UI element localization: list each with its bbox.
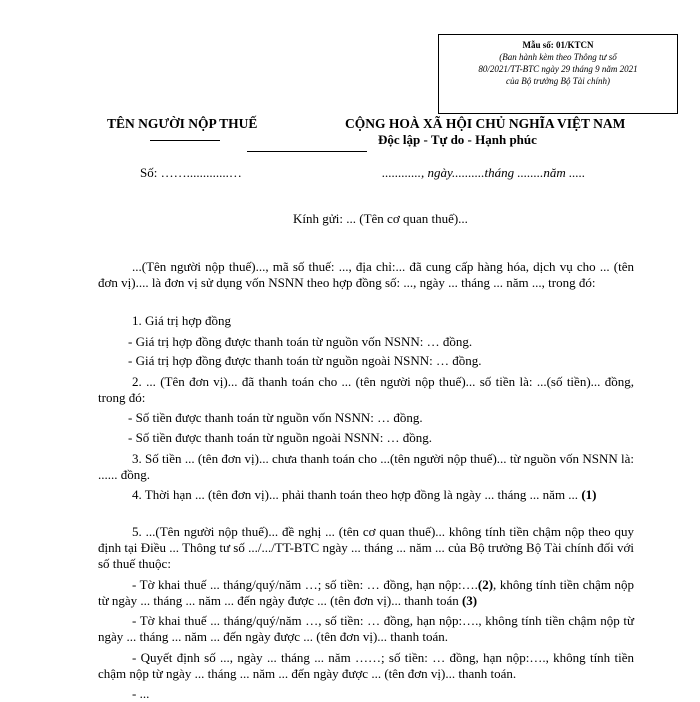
taxpayer-name-heading: TÊN NGƯỜI NỘP THUẾ	[107, 116, 258, 131]
paragraph-tax-declaration-2: - Tờ khai thuế ... tháng/quý/năm …, số tiền: … đồng, hạn nộp:…., không tính tiền chậm nộp từ ngày ... tháng ... năm ... đến ngày được ... (tên đơn vị)... thanh toán.	[98, 613, 634, 644]
form-code: Mẫu số: 01/KTCN	[522, 40, 594, 50]
form-note-1: (Ban hành kèm theo Thông tư số	[499, 52, 617, 62]
tax-declaration-1-a: - Tờ khai thuế ... tháng/quý/năm …; số tiền: … đồng, hạn nộp:….	[132, 577, 478, 592]
paragraph-intro: ...(Tên người nộp thuế)..., mã số thuế: ..., địa chỉ:... đã cung cấp hàng hóa, dịch vụ cho ... (tên đơn vị).... là đơn vị sử dụng vốn NSNN theo hợp đồng số: ..., ngày ... tháng ... năm ..., trong đó:	[98, 259, 634, 290]
form-code-box	[438, 34, 678, 114]
deadline-text: 4. Thời hạn ... (tên đơn vị)... phải thanh toán theo hợp đồng là ngày ... tháng ... năm ...	[132, 487, 579, 502]
document-date: ............, ngày..........tháng ........năm .....	[382, 165, 586, 180]
paragraph-paid: 2. ... (Tên đơn vị)... đã thanh toán cho ... (tên người nộp thuế)... số tiền là: ...(số tiền)... đồng, trong đó:	[98, 374, 634, 405]
country-heading: CỘNG HOÀ XÃ HỘI CHỦ NGHĨA VIỆT NAM	[345, 116, 626, 131]
paragraph-tax-declaration-1	[98, 577, 634, 609]
footnote-ref-1: (1)	[581, 487, 597, 502]
taxpayer-underline	[150, 140, 220, 141]
paragraph-unpaid: 3. Số tiền ... (tên đơn vị)... chưa thanh toán cho ...(tên người nộp thuế)... từ nguồn vốn NSNN là: ...... đồng.	[98, 451, 634, 482]
paragraph-paid-nsnn: - Số tiền được thanh toán từ nguồn vốn NSNN: … đồng.	[128, 410, 423, 425]
paragraph-more: - ...	[132, 686, 150, 701]
form-note-3: của Bộ trưởng Bộ Tài chính)	[506, 76, 610, 86]
footnote-ref-2: (2)	[477, 577, 494, 592]
motto-underline	[247, 151, 367, 152]
motto: Độc lập - Tự do - Hạnh phúc	[378, 132, 537, 147]
footnote-ref-3: (3)	[461, 593, 478, 608]
paragraph-contract-value: 1. Giá trị hợp đồng	[132, 313, 231, 328]
paragraph-request: 5. ...(Tên người nộp thuế)... đề nghị ... (tên cơ quan thuế)... không tính tiền chậm nộp theo quy định tại Điều ... Thông tư số .../.../TT-BTC ngày ... tháng ... năm ... của Bộ trưởng Bộ Tài chính đối với số thuế thuộc:	[98, 524, 634, 571]
tax-declaration-1-b: , không tính tiền chậm nộp từ ngày ... tháng ... năm ... đến ngày được ... (tên đơn vị)... thanh toán	[98, 577, 634, 608]
form-note-2: 80/2021/TT-BTC ngày 29 tháng 9 năm 2021	[478, 64, 638, 74]
paragraph-nsnn-value: - Giá trị hợp đồng được thanh toán từ nguồn vốn NSNN: … đồng.	[128, 334, 473, 349]
paragraph-deadline	[98, 487, 634, 503]
document-number: Số: …….............…	[140, 165, 242, 180]
greeting: Kính gửi: ... (Tên cơ quan thuế)...	[293, 211, 468, 226]
paragraph-non-nsnn-value: - Giá trị hợp đồng được thanh toán từ nguồn ngoài NSNN: … đồng.	[128, 353, 482, 368]
paragraph-decision: - Quyết định số ..., ngày ... tháng ... năm ……; số tiền: … đồng, hạn nộp:…., không tính tiền chậm nộp từ ngày ... tháng ... năm ... đến ngày được ... (tên đơn vị)... thanh toán.	[98, 650, 634, 681]
paragraph-paid-non-nsnn: - Số tiền được thanh toán từ nguồn ngoài NSNN: … đồng.	[128, 430, 433, 445]
